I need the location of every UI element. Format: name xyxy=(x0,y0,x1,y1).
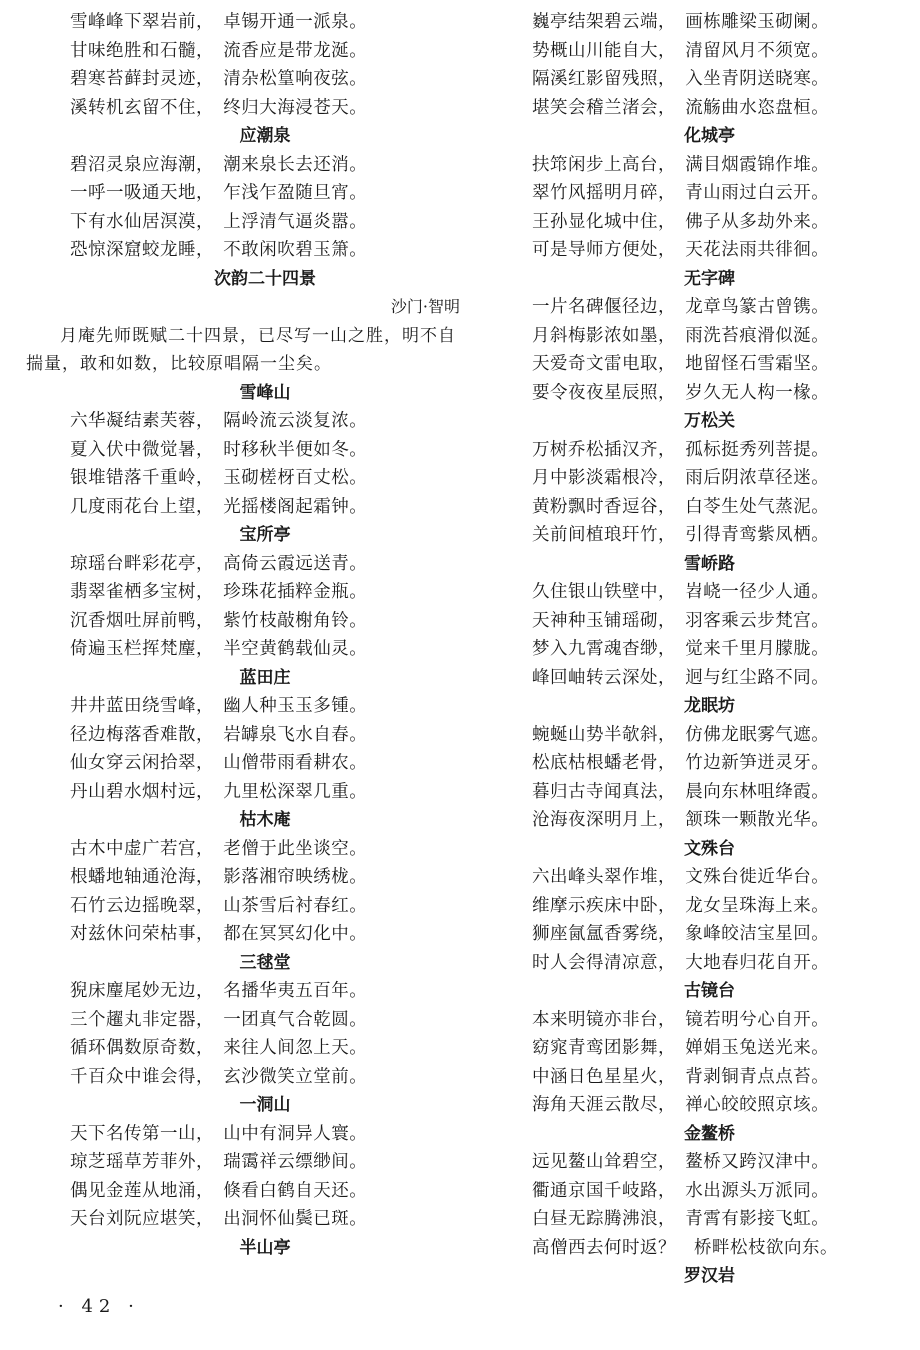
poem-line: 松底枯根蟠老骨， 竹边新笋迸灵牙。 xyxy=(532,753,830,773)
poem-line: 关前间植琅玕竹， 引得青鸾紫凤栖。 xyxy=(532,525,830,545)
poem-line: 银堆错落千重岭， 玉砌槎枒百丈松。 xyxy=(70,468,368,488)
poem-line: 六华凝结素芙蓉， 隔岭流云淡复浓。 xyxy=(70,411,368,431)
poem-line: 月斜梅影浓如墨， 雨洗苔痕滑似涎。 xyxy=(532,325,830,346)
poem-line: 循环偶数原奇数， 来往人间忽上天。 xyxy=(70,1038,368,1058)
poem-line: 几度雨花台上望， 光摇楼阁起霜钟。 xyxy=(70,496,368,517)
preface-text: 月庵先师既赋二十四景，已尽写一山之胜，明不自揣量，敢和如数，比较原唱隔一尘矣。 xyxy=(26,325,456,374)
poem-title: 蓝田庄 xyxy=(239,667,291,688)
poem-line: 久住银山铁壁中， 岧峣一径少人通。 xyxy=(532,582,830,602)
poem-line: 径边梅落香难散， 岩罅泉飞水自春。 xyxy=(70,724,368,745)
poem-line: 偶见金莲从地涌， 倏看白鹤自天还。 xyxy=(70,1180,368,1201)
poem-line: 下有水仙居溟漠， 上浮清气逼炎嚣。 xyxy=(70,211,368,232)
poem-line: 千百众中谁会得， 玄沙微笑立堂前。 xyxy=(70,1066,368,1087)
poem-title: 万松关 xyxy=(684,411,735,431)
poem-line: 王孙显化城中住， 佛子从多劫外来。 xyxy=(532,211,830,232)
poem-line: 沉香烟吐屏前鸭， 紫竹枝敲榭角铃。 xyxy=(70,610,368,631)
poem-line: 巍亭结架碧云端， 画栋雕梁玉砌阑。 xyxy=(532,12,830,32)
poem-line: 维摩示疾床中卧， 龙女呈珠海上来。 xyxy=(532,895,830,916)
poem-line: 翠竹风摇明月碎， 青山雨过白云开。 xyxy=(532,183,830,203)
poem-line: 扶筇闲步上高台， 满目烟霞锦作堆。 xyxy=(532,154,830,175)
poem-line: 夏入伏中微觉暑， 时移秋半便如冬。 xyxy=(70,439,368,460)
poem-title: 文殊台 xyxy=(684,838,735,859)
poem-line: 雪峰峰下翠岩前， 卓锡开通一派泉。 xyxy=(70,12,368,32)
poem-title: 龙眠坊 xyxy=(684,696,735,716)
poem-title: 应潮泉 xyxy=(239,126,291,146)
poem-line: 琼芝瑶草芳菲外， 瑞霭祥云缥缈间。 xyxy=(70,1152,368,1172)
poem-title: 半山亭 xyxy=(239,1237,291,1258)
poem-title: 次韵二十四景 xyxy=(214,268,316,289)
right-column xyxy=(532,8,887,1291)
poem-line: 根蟠地轴通沧海， 影落湘帘映绣栊。 xyxy=(70,867,368,887)
poem-line: 对兹休问荣枯事， 都在冥冥幻化中。 xyxy=(70,924,368,944)
poem-line: 六出峰头翠作堆， 文殊台徙近华台。 xyxy=(532,867,830,887)
poem-line: 碧沼灵泉应海潮， 潮来泉长去还消。 xyxy=(70,154,368,175)
poem-line: 月中影淡霜根冷， 雨后阴浓草径迷。 xyxy=(532,468,830,488)
poem-line: 天爱奇文雷电取， 地留怪石雪霜坚。 xyxy=(532,354,830,374)
poem-line: 梦入九霄魂杳缈， 觉来千里月朦胧。 xyxy=(532,639,830,659)
poem-line: 一片名碑偃径边， 龙章鸟篆古曾镌。 xyxy=(532,297,830,317)
author-credit: 沙门·智明 xyxy=(390,297,460,316)
poem-line: 黄粉飘时香逗谷， 白苓生处气蒸泥。 xyxy=(532,496,830,517)
poem-line: 琼瑶台畔彩花亭， 高倚云霞远送青。 xyxy=(70,553,368,574)
poem-line: 白昼无踪腾沸浪， 青霄有影接飞虹。 xyxy=(532,1209,830,1229)
poem-title: 宝所亭 xyxy=(239,525,291,545)
page-number: · 42 · xyxy=(58,1296,140,1317)
poem-line: 要令夜夜星辰照， 岁久无人构一椽。 xyxy=(532,382,830,403)
poem-line: 甘味绝胜和石髓， 流香应是带龙涎。 xyxy=(70,40,368,61)
poem-line: 猊床麈尾妙无边， 名播华夷五百年。 xyxy=(70,981,368,1001)
poem-line: 天下名传第一山， 山中有洞异人寰。 xyxy=(70,1123,368,1144)
poem-title: 雪峤路 xyxy=(684,553,735,574)
poem-line: 沧海夜深明月上， 颔珠一颗散光华。 xyxy=(532,810,830,830)
poem-line: 峰回岫转云深处， 迥与红尘路不同。 xyxy=(532,667,830,688)
poem-line: 丹山碧水烟村远， 九里松深翠几重。 xyxy=(70,781,368,802)
poem-line: 溪转机玄留不住， 终归大海浸苍天。 xyxy=(70,97,368,118)
poem-line: 翡翠雀栖多宝树， 珍珠花插粹金瓶。 xyxy=(70,582,368,602)
poem-line: 古木中虚广若宫， 老僧于此坐谈空。 xyxy=(70,838,368,859)
poem-title: 古镜台 xyxy=(684,981,735,1001)
poem-title: 无字碑 xyxy=(684,268,735,289)
poem-title: 三毬堂 xyxy=(239,952,291,973)
poem-line: 隔溪红影留残照， 入坐青阴送晓寒。 xyxy=(532,69,830,89)
poem-line: 堪笑会稽兰渚会， 流觞曲水恣盘桓。 xyxy=(532,97,830,118)
left-column xyxy=(26,8,460,1262)
poem-title: 一洞山 xyxy=(239,1095,291,1115)
poem-title: 枯木庵 xyxy=(239,810,291,830)
poem-title: 金鳌桥 xyxy=(684,1123,735,1144)
poem-line: 万树乔松插汉齐， 孤标挺秀列菩提。 xyxy=(532,439,830,460)
poem-line: 本来明镜亦非台， 镜若明兮心自开。 xyxy=(532,1009,830,1030)
poem-line: 三个趯丸非定器， 一团真气合乾圆。 xyxy=(70,1009,368,1030)
poem-line: 可是导师方便处， 天花法雨共徘徊。 xyxy=(532,240,830,260)
poem-line: 窈窕青鸾团影舞， 婵娟玉兔送光来。 xyxy=(532,1038,830,1058)
poem-title: 罗汉岩 xyxy=(684,1266,735,1286)
poem-line: 一呼一吸通天地， 乍浅乍盈随旦宵。 xyxy=(70,183,368,203)
poem-line: 远见鳌山耸碧空， 鳌桥又跨汉津中。 xyxy=(532,1152,830,1172)
poem-line: 衢通京国千岐路， 水出源头万派同。 xyxy=(532,1180,830,1201)
poem-line: 碧寒苔藓封灵迹， 清杂松篁响夜弦。 xyxy=(70,69,368,89)
poem-line: 中涵日色星星火， 背剥铜青点点苔。 xyxy=(532,1066,830,1087)
poem-line: 暮归古寺闻真法， 晨向东林咀绛霞。 xyxy=(532,781,830,802)
poem-line: 倚遍玉栏挥梵麈， 半空黄鹤载仙灵。 xyxy=(70,639,368,659)
poem-line: 天神种玉铺瑶砌， 羽客乘云步梵宫。 xyxy=(532,610,830,631)
poem-line: 蜿蜒山势半欹斜， 仿佛龙眠雾气遮。 xyxy=(532,724,830,745)
poem-line: 狮座氤氲香雾绕， 象峰皎洁宝星回。 xyxy=(532,924,830,944)
poem-line: 恐惊深窟蛟龙睡， 不敢闲吹碧玉箫。 xyxy=(70,240,368,260)
poem-line: 时人会得清凉意， 大地春归花自开。 xyxy=(532,952,830,973)
poem-line: 石竹云边摇晚翠， 山茶雪后衬春红。 xyxy=(70,895,368,916)
poem-title: 雪峰山 xyxy=(239,382,291,403)
poem-line: 仙女穿云闲拾翠， 山僧带雨看耕农。 xyxy=(70,753,368,773)
poem-line: 海角天涯云散尽， 禅心皎皎照京垓。 xyxy=(532,1095,830,1115)
poem-line: 势概山川能自大， 清留风月不须宽。 xyxy=(532,40,830,61)
poem-line: 高僧西去何时返？ 桥畔松枝欲向东。 xyxy=(532,1237,838,1258)
poem-line: 井井蓝田绕雪峰， 幽人种玉玉多锺。 xyxy=(70,696,368,716)
poem-line: 天台刘阮应堪笑， 出洞怀仙鬓已斑。 xyxy=(70,1209,368,1229)
poem-title: 化城亭 xyxy=(684,126,735,146)
